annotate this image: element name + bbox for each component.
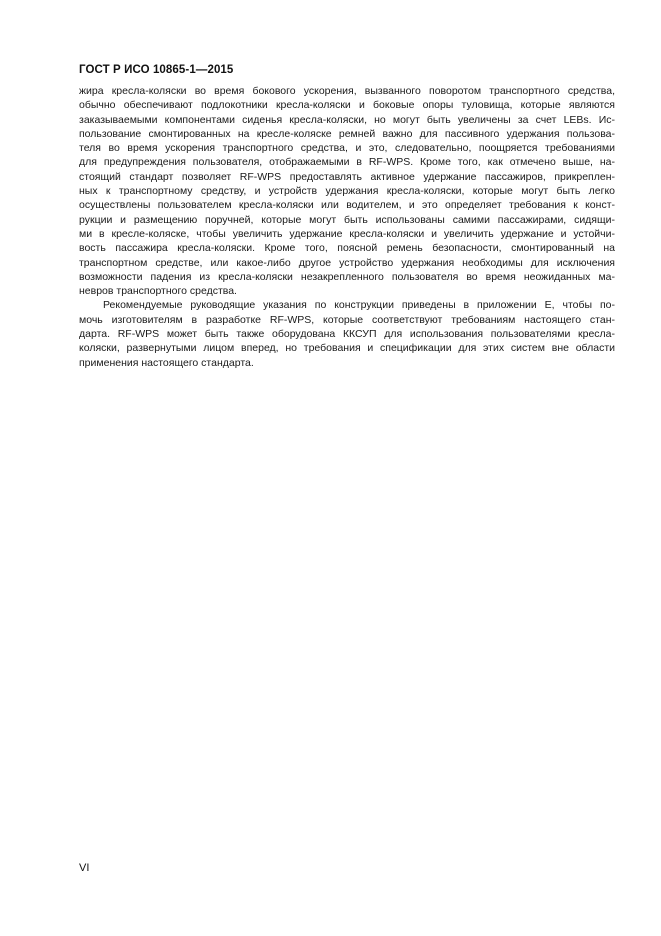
body-text [79,84,615,370]
text-line: ми в кресле-коляске, чтобы увеличить удержание кресла-коляски и увеличить удержание и устойчи- [79,227,615,240]
text-line: применения настоящего стандарта. [79,356,254,369]
text-line: транспортном средстве, или какое-либо другое устройство удержания необходимы для исключения [79,256,615,269]
text-line: дарта. RF-WPS может быть также оборудована ККСУП для использования пользователями кресла- [79,328,615,341]
text-line: ных к транспортному средству, и устройств удержания кресла-коляски, которые могут быть легко [79,185,615,198]
document-header: ГОСТ Р ИСО 10865-1—2015 [79,64,234,76]
text-line: возможности падения из кресла-коляски незакрепленного пользователя во время неожиданных ма- [79,270,615,283]
text-line: жира кресла-коляски во время бокового ускорения, вызванного поворотом транспортного средства, [79,85,615,97]
text-line: теля во время ускорения транспортного средства, и это, следовательно, поощряется требованиями [79,142,615,155]
text-line: Рекомендуемые руководящие указания по конструкции приведены в приложении Е, чтобы по- [103,299,615,312]
text-line: коляски, развернутыми лицом вперед, но требования и спецификации для этих систем вне области [79,342,615,355]
paragraph [79,84,615,298]
text-line: вость пассажира кресла-коляски. Кроме того, поясной ремень безопасности, смонтированный на [79,242,615,255]
text-line: для предупреждения пользователя, отображаемыми в RF-WPS. Кроме того, как отмечено выше, на- [79,156,615,169]
text-line: невров транспортного средства. [79,285,237,298]
page-number: VI [79,862,90,874]
text-line: обычно обеспечивают подлокотники кресла-коляски и боковые опоры туловища, которые являются [79,99,615,112]
text-line: мочь изготовителям в разработке RF-WPS, которые соответствуют требованиям настоящего стан- [79,313,615,326]
text-line: пользование смонтированных на кресле-коляске ремней важно для пассивного удержания пользова- [79,127,615,140]
text-line: заказываемыми компонентами сиденья кресла-коляски, но могут быть увеличены за счет LEBs. Ис- [79,113,615,126]
text-line: осуществлены пользователем кресла-коляски или водителем, и это определяет требования к конст- [79,199,615,212]
paragraph [79,298,615,369]
text-line: рукции и размещению поручней, которые могут быть использованы самими пассажирами, сидящи- [79,213,615,226]
text-line: стоящий стандарт позволяет RF-WPS предоставлять активное удержание пассажиров, прикреплен- [79,170,615,183]
